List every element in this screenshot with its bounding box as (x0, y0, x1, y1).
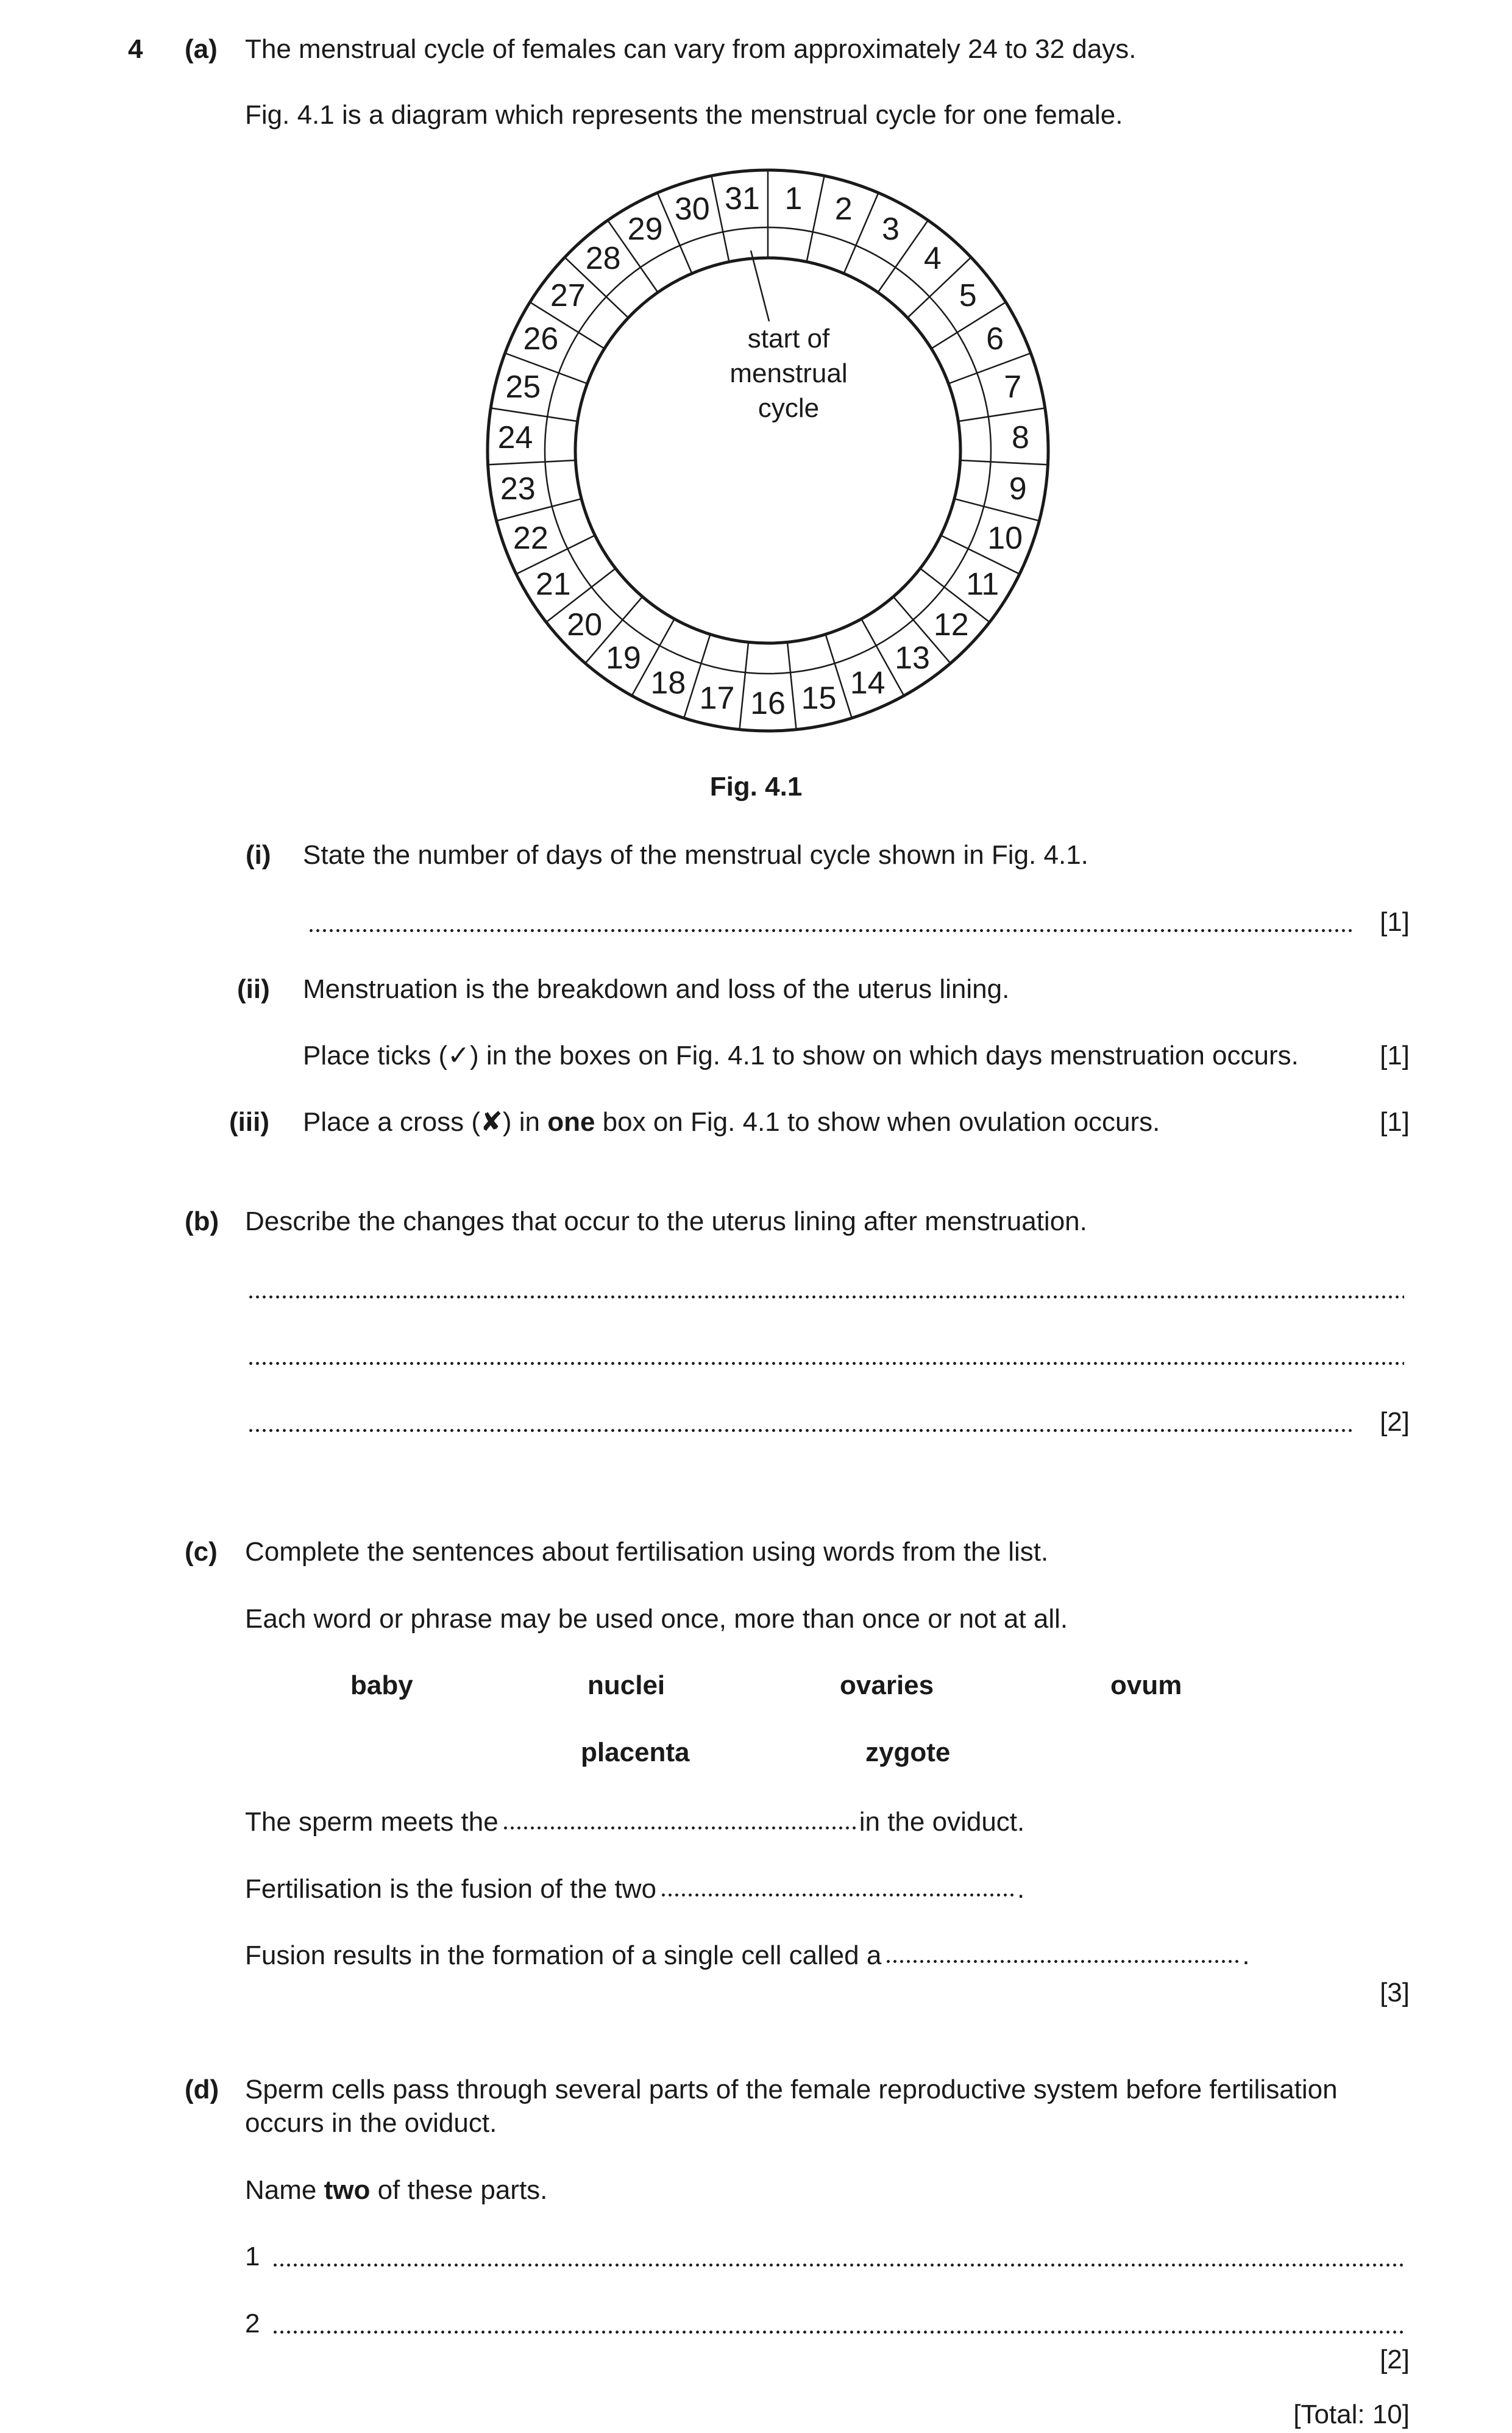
day-box-9[interactable] (954, 460, 991, 507)
total-marks: [Total: 10] (1293, 2399, 1410, 2429)
name-bold: two (324, 2175, 371, 2205)
name-pre: Name (245, 2175, 324, 2205)
day-box-8[interactable] (958, 417, 991, 462)
figure-intro: Fig. 4.1 is a diagram which represents the menstrual cycle for one female. (245, 100, 1123, 130)
day-label-1: 1 (784, 181, 803, 217)
sentence-3 (245, 1937, 1250, 1972)
word-baby: baby (350, 1670, 413, 1700)
sentence-1-post: in the oviduct. (859, 1807, 1025, 1837)
word-ovum: ovum (1110, 1670, 1182, 1700)
part-d-name-instruction (245, 2175, 547, 2207)
part-a-ii-text-2: Place ticks (✓) in the boxes on Fig. 4.1 to show on which days menstruation occurs. (303, 1041, 1299, 1070)
day-label-5: 5 (959, 277, 977, 313)
day-label-26: 26 (523, 321, 559, 357)
part-a-i-label: (i) (246, 840, 271, 870)
start-pointer-line (751, 251, 769, 321)
day-label-18: 18 (650, 665, 686, 701)
mark-d: [2] (1380, 2345, 1410, 2374)
part-c-label: (c) (185, 1537, 218, 1567)
day-label-14: 14 (850, 665, 886, 701)
center-label-line-2: menstrual (729, 358, 848, 388)
day-label-16: 16 (750, 686, 786, 721)
sentence-2 (245, 1871, 1024, 1906)
day-label-20: 20 (567, 607, 603, 643)
word-ovaries: ovaries (840, 1670, 934, 1700)
day-box-16[interactable] (745, 642, 790, 674)
sentence-1-pre: The sperm meets the (245, 1807, 499, 1837)
part-a-ii-label: (ii) (237, 974, 270, 1004)
mark-b: [2] (1380, 1407, 1410, 1437)
day-label-25: 25 (505, 369, 541, 405)
day-label-11: 11 (966, 566, 999, 602)
word-zygote: zygote (865, 1737, 951, 1767)
center-label-line-3: cycle (758, 393, 820, 423)
day-boxes (545, 227, 991, 674)
part-a-iii-label: (iii) (229, 1107, 269, 1137)
part-a-iii-text-post: box on Fig. 4.1 to show when ovulation occurs. (595, 1107, 1160, 1137)
day-label-29: 29 (627, 212, 663, 248)
part-b-label: (b) (185, 1206, 219, 1236)
answer-number-2: 2 (245, 2309, 260, 2339)
day-label-8: 8 (1012, 419, 1029, 455)
part-c-text-1: Complete the sentences about fertilisation using words from the list. (245, 1537, 1049, 1567)
word-placenta: placenta (581, 1737, 690, 1767)
blank-1[interactable] (502, 1804, 856, 1831)
part-a-intro: The menstrual cycle of females can vary from approximately 24 to 32 days. (245, 34, 1137, 64)
part-d-label: (d) (185, 2075, 219, 2104)
day-label-15: 15 (801, 680, 837, 716)
answer-line-a-i[interactable] (308, 907, 1353, 933)
day-label-24: 24 (497, 419, 533, 455)
day-box-31[interactable] (723, 227, 768, 262)
part-a-iii-text-bold: one (547, 1107, 595, 1137)
sentence-2-pre: Fertilisation is the fusion of the two (245, 1874, 656, 1904)
answer-line-b-1[interactable] (247, 1273, 1404, 1300)
day-label-6: 6 (986, 321, 1004, 357)
answer-line-d-2[interactable] (272, 2308, 1404, 2335)
mark-a-i: [1] (1380, 907, 1410, 937)
day-label-23: 23 (500, 471, 536, 507)
day-label-17: 17 (699, 680, 735, 716)
part-a-i-text: State the number of days of the menstrual cycle shown in Fig. 4.1. (303, 840, 1088, 870)
day-label-9: 9 (1009, 471, 1027, 507)
day-label-12: 12 (933, 607, 969, 643)
menstrual-cycle-diagram (479, 162, 1058, 741)
day-label-28: 28 (585, 241, 621, 277)
day-label-30: 30 (674, 191, 710, 227)
part-c-text-2: Each word or phrase may be used once, more than once or not at all. (245, 1604, 1068, 1634)
sentence-3-pre: Fusion results in the formation of a single cell called a (245, 1940, 882, 1970)
day-box-24[interactable] (545, 417, 578, 462)
day-label-10: 10 (987, 521, 1023, 557)
day-box-1[interactable] (768, 227, 813, 262)
mark-a-iii: [1] (1380, 1107, 1410, 1137)
word-nuclei: nuclei (587, 1670, 665, 1700)
figure-caption: Fig. 4.1 (709, 772, 803, 802)
answer-line-b-2[interactable] (247, 1339, 1404, 1366)
day-labels (498, 181, 1029, 721)
answer-line-d-1[interactable] (272, 2241, 1404, 2268)
day-box-23[interactable] (545, 460, 581, 507)
day-label-13: 13 (895, 640, 930, 676)
part-b-text: Describe the changes that occur to the uterus lining after menstruation. (245, 1206, 1087, 1236)
day-label-22: 22 (513, 521, 548, 557)
part-d-text-line-1: Sperm cells pass through several parts of the female reproductive system before fertilisation (245, 2075, 1338, 2104)
part-a-label: (a) (185, 34, 218, 64)
center-label-line-1: start of (747, 324, 830, 354)
mark-a-ii: [1] (1380, 1041, 1410, 1070)
blank-2[interactable] (660, 1871, 1013, 1898)
mark-c: [3] (1380, 1978, 1410, 2007)
sentence-2-post: . (1017, 1874, 1025, 1904)
blank-3[interactable] (885, 1937, 1238, 1964)
day-label-2: 2 (834, 191, 853, 227)
part-d-text-line-2: occurs in the oviduct. (245, 2108, 497, 2138)
answer-number-1: 1 (245, 2242, 260, 2271)
sentence-1 (245, 1804, 1024, 1839)
answer-line-b-3[interactable] (247, 1406, 1353, 1433)
question-number: 4 (128, 34, 143, 64)
day-label-27: 27 (550, 277, 586, 313)
day-label-3: 3 (881, 212, 900, 248)
day-label-19: 19 (606, 640, 641, 676)
day-label-21: 21 (535, 566, 571, 602)
part-a-iii-text-pre: Place a cross (✘) in (303, 1107, 548, 1137)
day-label-7: 7 (1004, 369, 1022, 405)
part-a-iii-text (303, 1106, 1160, 1139)
day-label-31: 31 (725, 181, 760, 217)
sentence-3-post: . (1242, 1940, 1250, 1970)
name-post: of these parts. (370, 2175, 548, 2205)
part-a-ii-text-1: Menstruation is the breakdown and loss of the uterus lining. (303, 974, 1010, 1004)
day-label-4: 4 (923, 241, 942, 277)
